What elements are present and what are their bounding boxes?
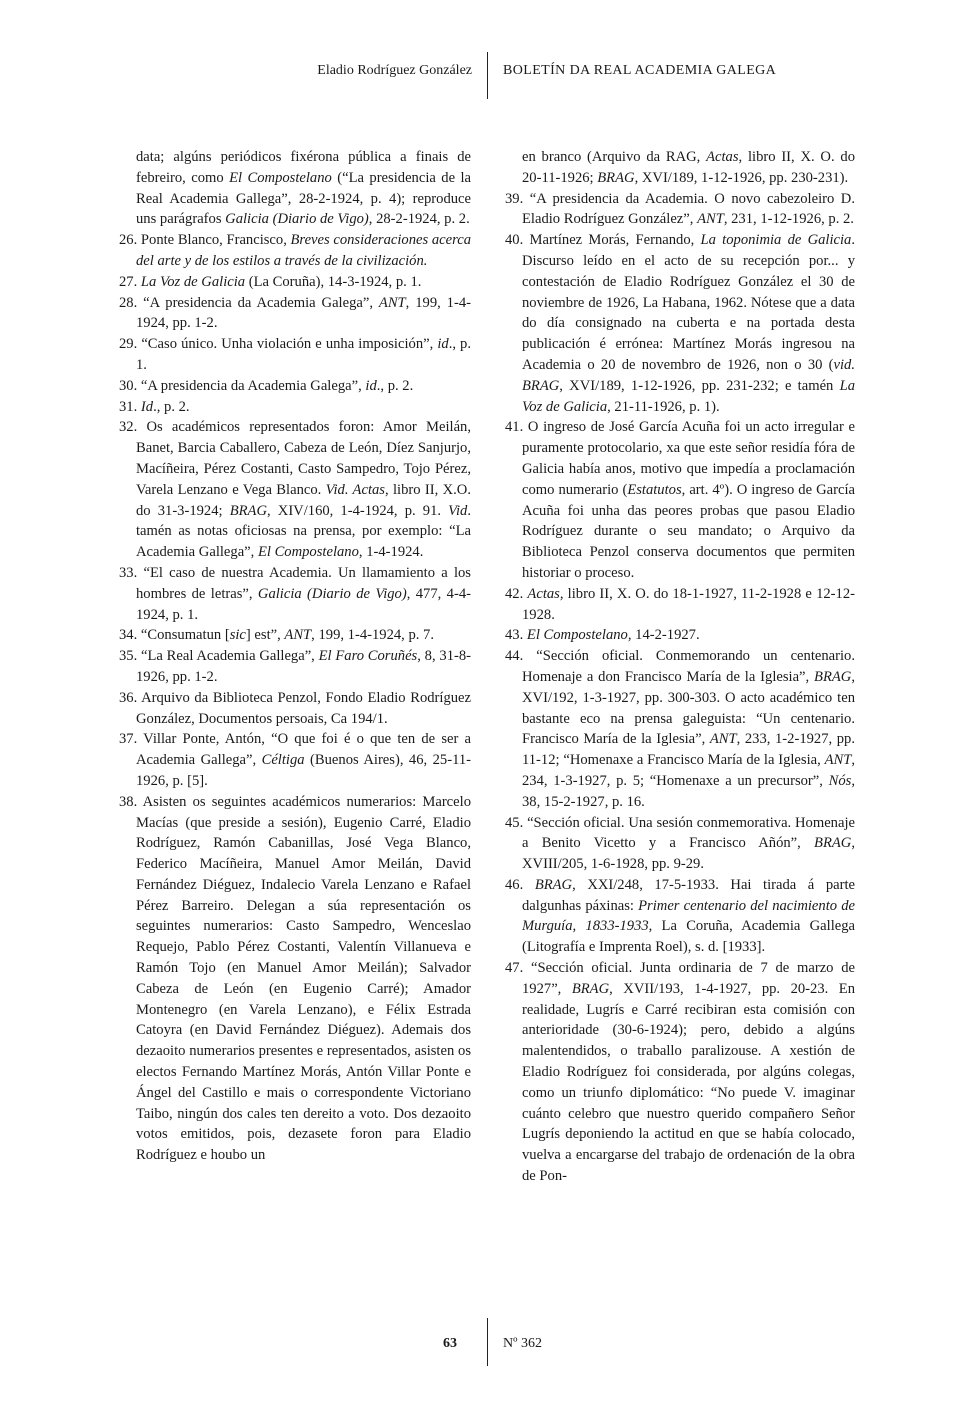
text-run: , XVII/193, 1-4-1927, pp. 20-23. En realidade, Lugrís e Carré recibiran esta comisión con anterioridade (30-6-1924); pero, debido a algúns malentendidos, o traballo paralizouse. A xestión de Eladio Rodríguez foi considerada, por algúns colegas, como un triunfo diplomático: “No puede V. imaginar cuánto celebro que nuestro querido compañero Señor Lugrís deponiendo la actitud en que se había colocado, vuelva a encargarse del trabajo de ordenación de la obra de Pon- (522, 980, 855, 1185)
footnote-text (141, 627, 434, 643)
text-run: Villar Ponte, Antón, “O que foi é o que ten de ser a Academia Gallega”, (136, 731, 471, 769)
text-run: “El caso de nuestra Academia. Un llamamiento a los hombres de letras”, (136, 564, 471, 602)
italic-text: sic (229, 627, 246, 644)
text-run: , 477, 4-4-1924, p. 1. (136, 585, 471, 623)
italic-text: Vid. Actas (325, 481, 385, 498)
footnote-text (522, 586, 855, 623)
footnote-35 (119, 646, 471, 688)
text-run: “La Real Academia Gallega”, (141, 648, 319, 665)
footer-divider (487, 1318, 488, 1366)
footnote-29 (119, 334, 471, 376)
text-run: Ponte Blanco, Francisco, (140, 232, 291, 249)
footnote-text (136, 336, 471, 373)
header-divider (487, 52, 488, 99)
footnote-number: 36. (119, 689, 138, 706)
footnote-text (522, 232, 855, 414)
text-run: , La Coruña, Academia Gallega (Litografía e Imprenta Roel), s. d. [1933]. (522, 918, 856, 956)
text-run: , libro II, X.O. do 31-3-1924; (136, 481, 471, 519)
italic-text: BRAG (229, 502, 267, 519)
italic-text: El Faro Coruñés (318, 648, 418, 665)
text-run: . Discurso leído en el acto de su recepción por... y contestación de Eladio Rodríguez González el 30 de noviembre de 1926, La Habana, 1962. Nótese que a data do día consignado na cuberta e na portada desta publicación é errónea: Martínez Morás ingresou na Academia o 20 de novembro de 1926, non o 30 ( (522, 232, 855, 373)
footnote-text (136, 419, 471, 560)
italic-text: Actas (706, 149, 739, 165)
text-run: , 199, 1-4-1924, pp. 1-2. (136, 294, 471, 332)
footnote-42 (505, 584, 855, 626)
footnote-33 (119, 563, 471, 625)
italic-text: ANT (709, 731, 737, 748)
footnote-text (136, 690, 471, 727)
italic-text: La Voz de Galicia (140, 273, 246, 290)
footnote-text (522, 419, 855, 581)
italic-text: ANT (824, 752, 852, 769)
text-run: , XVI/189, 1-12-1926, pp. 231-232; e tamén (559, 377, 840, 394)
footnote-number: 43. (505, 627, 524, 644)
italic-text: Primer centenario del nacimiento de Murguía, 1833-1933 (522, 897, 855, 935)
footnote-number: 38. (119, 793, 138, 810)
italic-text: BRAG (597, 169, 635, 186)
italic-text: BRAG (571, 980, 610, 997)
footnote-46 (505, 875, 855, 958)
right-column (505, 147, 855, 1187)
footnote-41 (505, 417, 855, 583)
footnote-text (141, 399, 190, 415)
footnote-31 (119, 397, 471, 418)
footnote-36 (119, 688, 471, 730)
italic-text: BRAG (534, 876, 573, 893)
text-run: , libro II, X. O. do 18-1-1927, 11-2-1928 e 12-12-1928. (522, 585, 855, 623)
text-run: , XXI/248, 17-5-1933. Hai tirada á parte dalgunhas páxinas: (522, 876, 855, 914)
footnote-number: 28. (119, 294, 138, 311)
note-continuation (505, 147, 855, 189)
issue-number: Nº 362 (503, 1336, 542, 1351)
footnote-37 (119, 729, 471, 791)
italic-text: La Voz de Galicia (522, 377, 855, 415)
text-run: , XVI/192, 1-3-1927, pp. 300-303. O acto académico ten bastante eco na prensa galeguista: “Un centenario. Francisco María de la Iglesia”, (522, 668, 855, 748)
footnote-number: 30. (119, 377, 138, 394)
text-run: , 199, 1-4-1924, p. 7. (311, 627, 434, 644)
text-run: “Caso único. Unha violación e unha imposición”, (141, 336, 438, 353)
footnote-text (136, 731, 471, 789)
footnote-38 (119, 792, 471, 1166)
text-run: en branco (Arquivo da RAG, (522, 149, 707, 165)
footnote-45 (505, 813, 855, 875)
footnote-43 (505, 625, 855, 646)
left-column (119, 147, 471, 1166)
footnote-text (136, 295, 471, 332)
text-run: (La Coruña), 14-3-1924, p. 1. (245, 273, 422, 290)
text-run: “A presidencia da Academia Galega”, (143, 294, 379, 311)
text-run: ., p. 2. (153, 398, 190, 415)
text-run: , 231, 1-12-1926, p. 2. (723, 211, 854, 228)
italic-text: Galicia (Diario de Vigo) (257, 585, 407, 602)
note-continuation (119, 147, 471, 230)
running-header-journal: BOLETÍN DA REAL ACADEMIA GALEGA (503, 63, 777, 78)
text-run: , libro II, X. O. do 20-11-1926; (522, 149, 855, 186)
footnote-27 (119, 272, 471, 293)
footnote-number: 29. (119, 336, 138, 353)
footnote-26 (119, 230, 471, 272)
page-number: 63 (443, 1336, 457, 1351)
footnote-text (522, 648, 855, 810)
text-run: , 234, 1-3-1927, p. 5; “Homenaxe a un precursor”, (522, 752, 855, 789)
text-run: data; algúns periódicos fixérona pública a finais de febreiro, como (136, 149, 471, 186)
text-run: , 8, 31-8-1926, pp. 1-2. (136, 648, 472, 685)
text-run: , 21-11-1926, p. 1). (607, 398, 720, 415)
footnote-number: 42. (505, 585, 524, 602)
footnote-number: 32. (119, 419, 138, 436)
footnote-text (136, 794, 471, 1164)
text-run: ., p. 1. (136, 336, 472, 373)
footnote-number: 47. (505, 960, 524, 977)
footnote-number: 41. (505, 419, 524, 436)
italic-text: ANT (378, 294, 406, 311)
text-run: . tamén as notas oficiosas na prensa, por exemplo: “La Academia Gallega”, (136, 502, 471, 561)
italic-text: Actas (527, 585, 560, 602)
footnote-number: 40. (505, 232, 524, 249)
footnote-number: 44. (505, 648, 524, 665)
footnote-number: 26. (119, 232, 138, 249)
text-run: “Consumatun [ (140, 627, 230, 644)
footnote-text (522, 960, 855, 1184)
italic-text: Estatutos (627, 481, 682, 498)
footnote-number: 27. (119, 273, 138, 290)
italic-text: BRAG (814, 835, 852, 852)
italic-text: Vid (448, 502, 468, 519)
footnote-34 (119, 625, 471, 646)
footnote-text (522, 191, 855, 228)
italic-text: Nós (828, 772, 852, 789)
italic-text: Breves consideraciones acerca del arte y de los estilos a través de la civilización. (136, 232, 471, 269)
footnote-number: 45. (505, 814, 524, 831)
text-run: , 38, 15-2-1927, p. 16. (522, 772, 855, 810)
footnote-44 (505, 646, 855, 812)
text-run: ] est”, (245, 627, 285, 644)
footnote-number: 37. (119, 731, 138, 748)
footnote-number: 31. (119, 398, 138, 415)
text-run: (“La presidencia de la Real Academia Gallega”, 28-2-1924, p. 4); reproduce uns parágrafos (136, 169, 471, 228)
text-run: “Sección oficial. Una sesión conmemorativa. Homenaje a Benito Vicetto y a Francisco Añón”, (522, 814, 855, 852)
italic-text: El Compostelano (229, 169, 332, 186)
footnote-30 (119, 376, 471, 397)
text-run: , 1-4-1924. (358, 544, 424, 561)
footnote-47 (505, 958, 855, 1187)
italic-text: Céltiga (261, 752, 305, 769)
italic-text: Id (140, 398, 154, 415)
footnote-number: 39. (505, 190, 524, 207)
italic-text: ANT (697, 211, 724, 228)
footnote-40 (505, 230, 855, 417)
footnote-text (527, 627, 700, 643)
italic-text: La toponimia de Galicia (700, 232, 852, 249)
footnote-text (522, 877, 855, 955)
text-run: Martínez Morás, Fernando, (529, 232, 701, 249)
text-run: “A presidencia da Academia. O novo cabezoleiro D. Eladio Rodríguez González”, (522, 190, 855, 228)
footnote-number: 34. (119, 627, 138, 644)
text-run: , XIV/160, 1-4-1924, p. 91. (267, 502, 449, 519)
footnote-number: 33. (119, 564, 138, 581)
footnote-number: 46. (505, 876, 524, 893)
text-run: , XVI/189, 1-12-1926, pp. 230-231). (634, 169, 849, 186)
italic-text: El Compostelano (526, 627, 628, 644)
footnote-28 (119, 293, 471, 335)
footnote-text (522, 815, 855, 873)
text-run: , 14-2-1927. (627, 627, 700, 644)
text-run: , XVIII/205, 1-6-1928, pp. 9-29. (522, 835, 855, 873)
running-header-author: Eladio Rodríguez González (317, 63, 472, 78)
text-run: O ingreso de José García Acuña foi un acto irregular e puramente protocolario, xa que este señor residía fóra de Galicia había anos, motivo que impedía a proclamación como numerario ( (522, 419, 855, 498)
text-run: “Sección oficial. Conmemorando un centenario. Homenaje a don Francisco María de la Iglesia”, (522, 648, 855, 685)
text-run: Asisten os seguintes académicos numerarios: Marcelo Macías (que preside a sesión), Eugenio Carré, Eladio Rodríguez, Ramón Cabanillas, José Vega Blanco, Federico Macíñeira, Manuel Amor Meilán, David Fernández Diéguez, Indalecio Varela Lenzano e Rafael Pérez Barreiro. Delegan a súa representación os seguintes numerarios: Casto Sampedro, Wenceslao Requejo, Pablo Pérez Costanti, Valentín Villanueva e Ramón Tojo (en Manuel Amor Meilán); Salvador Cabeza de León (en Eugenio Carré); Amador Montenegro (en Varela Lenzano), e Félix Estrada Catoyra (en David Fernández Diéguez). Ademais dos dezaoito numerarios presentes e representados, asisten os electos Fernando Martínez Morás, Antón Villar Ponte e Ángel del Castillo e mais o correspondente Victoriano Taibo, ningún dos cales ten dereito a voto. Dos dezaoito votos emitidos, pois, dezasete foron para Eladio Rodríguez e houbo un (136, 793, 471, 1164)
italic-text: El Compostelano (257, 544, 359, 561)
text-run: Arquivo da Biblioteca Penzol, Fondo Eladio Rodríguez González, Documentos persoais, Ca 194/1. (136, 689, 472, 727)
text-run: ., p. 2. (376, 377, 414, 394)
italic-text: id (365, 377, 377, 394)
text-run: (Buenos Aires), 46, 25-11-1926, p. [5]. (136, 752, 472, 789)
footnote-text (136, 232, 471, 269)
italic-text: ANT (284, 627, 312, 644)
italic-text: BRAG (814, 668, 852, 685)
footnote-39 (505, 189, 855, 231)
text-run: “Sección oficial. Junta ordinaria de 7 de marzo de 1927”, (522, 960, 855, 997)
text-run: Os académicos representados foron: Amor Meilán, Banet, Barcia Caballero, Cabeza de León, Díez Sanjurjo, Macíñeira, Pérez Costanti, Casto Sampedro, Tojo Pérez, Varela Lenzano e Vega Blanco. (136, 419, 471, 498)
text-run: , 233, 1-2-1927, pp. 11-12; “Homenaxe a Francisco María de la Iglesia, (522, 731, 855, 769)
footnote-text (136, 565, 471, 623)
footnote-number: 35. (119, 648, 138, 665)
italic-text: Galicia (Diario de Vigo) (225, 211, 369, 228)
footnote-text (141, 274, 422, 290)
text-run: , art. 4º). O ingreso de García Acuña foi unha das peores probas que pasou Eladio Rodríguez durante o seu mandato; o Arquivo da Biblioteca Penzol conserva documentos que permiten historiar o proceso. (522, 481, 855, 581)
footnote-32 (119, 417, 471, 563)
text-run: , 28-2-1924, p. 2. (368, 211, 470, 228)
footnote-text (136, 648, 471, 685)
text-run: “A presidencia da Academia Galega”, (140, 377, 366, 394)
italic-text: vid. BRAG (522, 356, 855, 394)
italic-text: id (437, 336, 449, 353)
footnote-text (141, 378, 413, 394)
